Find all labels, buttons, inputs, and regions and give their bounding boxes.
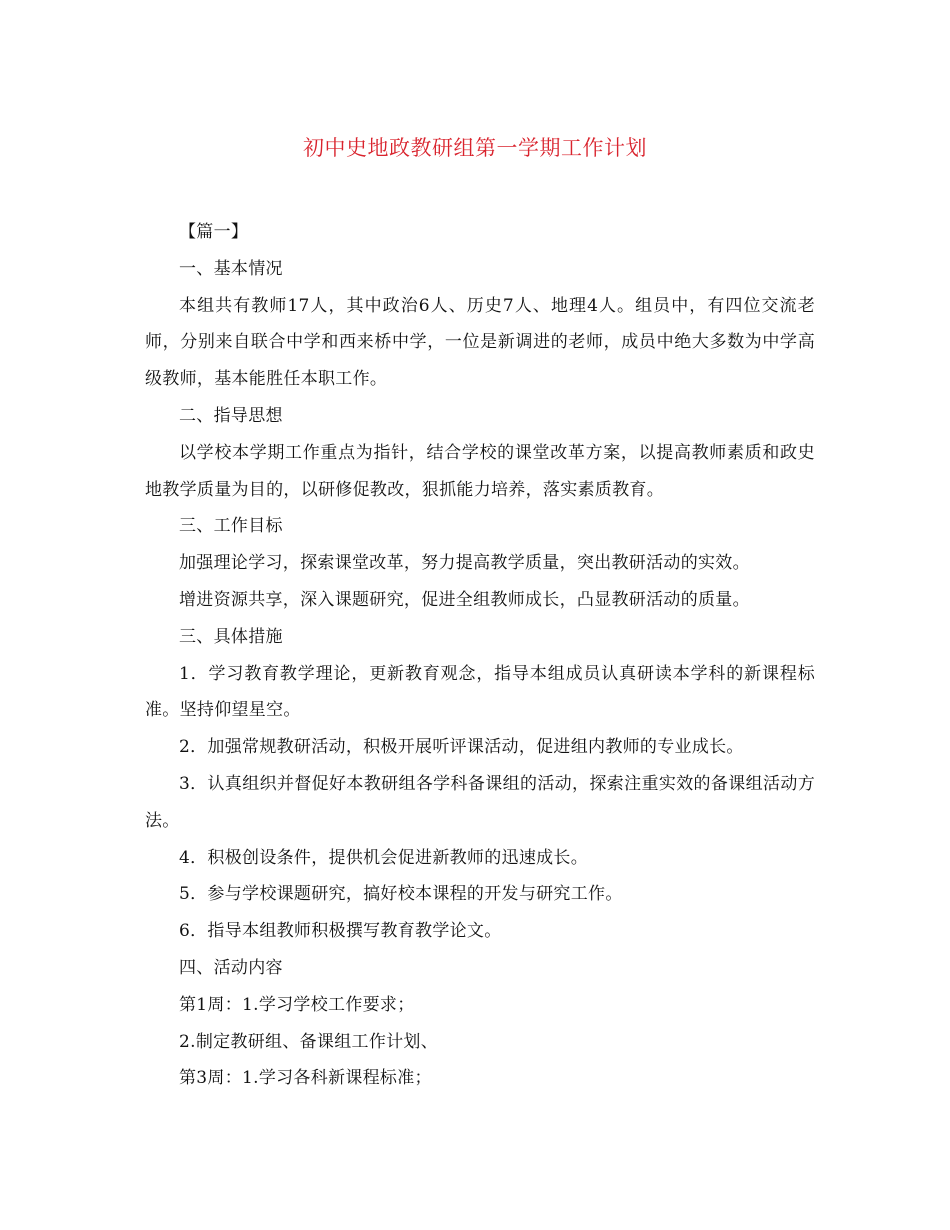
measure-item-3: 3．认真组织并督促好本教研组各学科备课组的活动，探索注重实效的备课组活动方法。 bbox=[145, 773, 815, 831]
paragraph-guiding-idea: 以学校本学期工作重点为指针，结合学校的课堂改革方案，以提高教师素质和政史地教学质量为目的，以研修促教改，狠抓能力培养，落实素质教育。 bbox=[145, 442, 815, 500]
activity-week-3: 第3周：1.学习各科新课程标准； bbox=[179, 1068, 432, 1089]
section-label-pian-yi: 【篇一】 bbox=[179, 222, 249, 242]
heading-basic-situation: 一、基本情况 bbox=[179, 258, 283, 279]
document-title: 初中史地政教研组第一学期工作计划 bbox=[303, 136, 647, 160]
paragraph-goal-1: 加强理论学习，探索课堂改革，努力提高教学质量，突出教研活动的实效。 bbox=[179, 553, 750, 574]
heading-specific-measures: 三、具体措施 bbox=[179, 626, 283, 647]
measure-item-4: 4．积极创设条件，提供机会促进新教师的迅速成长。 bbox=[179, 847, 589, 868]
document-body bbox=[145, 214, 815, 1097]
heading-work-goals: 三、工作目标 bbox=[179, 516, 283, 537]
paragraph-goal-2: 增进资源共享，深入课题研究，促进全组教师成长，凸显教研活动的质量。 bbox=[179, 589, 750, 610]
measure-item-2: 2．加强常规教研活动，积极开展听评课活动，促进组内教师的专业成长。 bbox=[179, 737, 744, 758]
activity-week-1-item-2: 2.制定教研组、备课组工作计划、 bbox=[179, 1031, 439, 1052]
heading-guiding-idea: 二、指导思想 bbox=[179, 405, 283, 426]
paragraph-basic-situation: 本组共有教师17人，其中政治6人、历史7人、地理4人。组员中，有四位交流老师，分别来自联合中学和西来桥中学，一位是新调进的老师，成员中绝大多数为中学高级教师，基本能胜任本职工作。 bbox=[145, 295, 815, 390]
measure-item-6: 6．指导本组教师积极撰写教育教学论文。 bbox=[179, 921, 502, 942]
activity-week-1: 第1周：1.学习学校工作要求； bbox=[179, 994, 415, 1015]
heading-activity-content: 四、活动内容 bbox=[179, 957, 283, 978]
measure-item-5: 5．参与学校课题研究，搞好校本课程的开发与研究工作。 bbox=[179, 884, 623, 905]
measure-item-1: 1．学习教育教学理论，更新教育观念，指导本组成员认真研读本学科的新课程标准。坚持仰望星空。 bbox=[145, 663, 815, 721]
